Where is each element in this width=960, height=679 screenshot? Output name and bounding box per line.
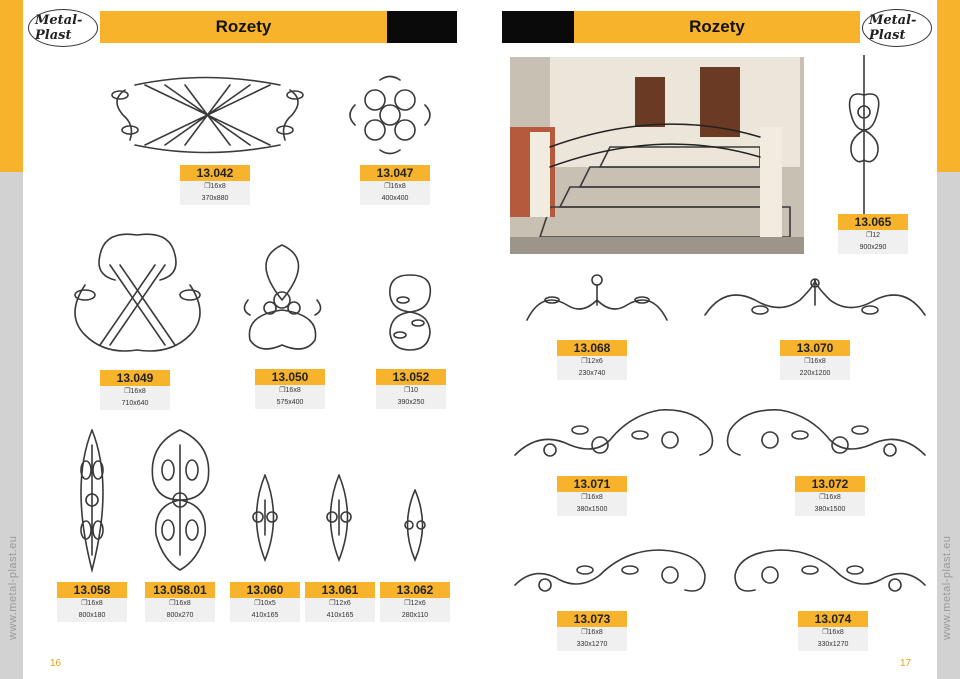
brand-logo-left: Metal-Plast <box>28 12 98 44</box>
product-label: 13.061 ❒12x6 410x165 <box>305 582 375 622</box>
rosette-13047-image <box>345 75 435 155</box>
rosette-13042-image <box>105 75 310 155</box>
product-label: 13.050 ❒16x8 575x400 <box>255 369 325 409</box>
rosette-13058-01-image <box>148 425 213 575</box>
website-right: www.metal-plast.eu <box>941 535 953 640</box>
page-title-right: Rozety <box>574 11 860 43</box>
rosette-13074-image <box>720 540 930 610</box>
product-label: 13.049 ❒16x8 710x640 <box>100 370 170 410</box>
product-label: 13.052 ❒10 390x250 <box>376 369 446 409</box>
website-left: www.metal-plast.eu <box>7 535 19 640</box>
product-label: 13.065 ❒12 900x290 <box>838 214 908 254</box>
rosette-13061-image <box>322 470 357 565</box>
product-label: 13.058.01 ❒16x8 800x270 <box>145 582 215 622</box>
staircase-railing-photo <box>510 57 804 254</box>
rosette-13073-image <box>510 540 710 610</box>
title-black-block-left <box>387 11 457 43</box>
rosette-13072-image <box>720 400 930 470</box>
rosette-13070-image <box>700 275 930 330</box>
page-number-left: 16 <box>50 658 62 669</box>
product-label: 13.047 ❒16x8 400x400 <box>360 165 430 205</box>
rosette-13049-image <box>65 225 210 360</box>
page-title-left: Rozety <box>100 11 387 43</box>
product-label: 13.042 ❒16x8 370x880 <box>180 165 250 205</box>
product-label: 13.068 ❒12x6 230x740 <box>557 340 627 380</box>
rosette-13071-image <box>510 400 720 470</box>
rosette-13050-image <box>240 240 325 360</box>
title-black-block-right <box>502 11 574 43</box>
product-label: 13.058 ❒16x8 800x180 <box>57 582 127 622</box>
rosette-13068-image <box>522 270 672 330</box>
rosette-13060-image <box>248 470 283 565</box>
product-label: 13.060 ❒10x5 410x165 <box>230 582 300 622</box>
product-label: 13.072 ❒16x8 380x1500 <box>795 476 865 516</box>
rosette-13062-image <box>400 485 430 565</box>
product-label: 13.062 ❒12x6 280x110 <box>380 582 450 622</box>
page-number-right: 17 <box>900 658 912 669</box>
rosette-13058-image <box>70 425 115 575</box>
rosette-13052-image <box>378 265 443 360</box>
brand-logo-right: Metal-Plast <box>862 12 932 44</box>
product-label: 13.074 ❒16x8 330x1270 <box>798 611 868 651</box>
rosette-13065-image <box>842 55 887 215</box>
product-label: 13.070 ❒16x8 220x1200 <box>780 340 850 380</box>
product-label: 13.071 ❒16x8 380x1500 <box>557 476 627 516</box>
product-label: 13.073 ❒16x8 330x1270 <box>557 611 627 651</box>
